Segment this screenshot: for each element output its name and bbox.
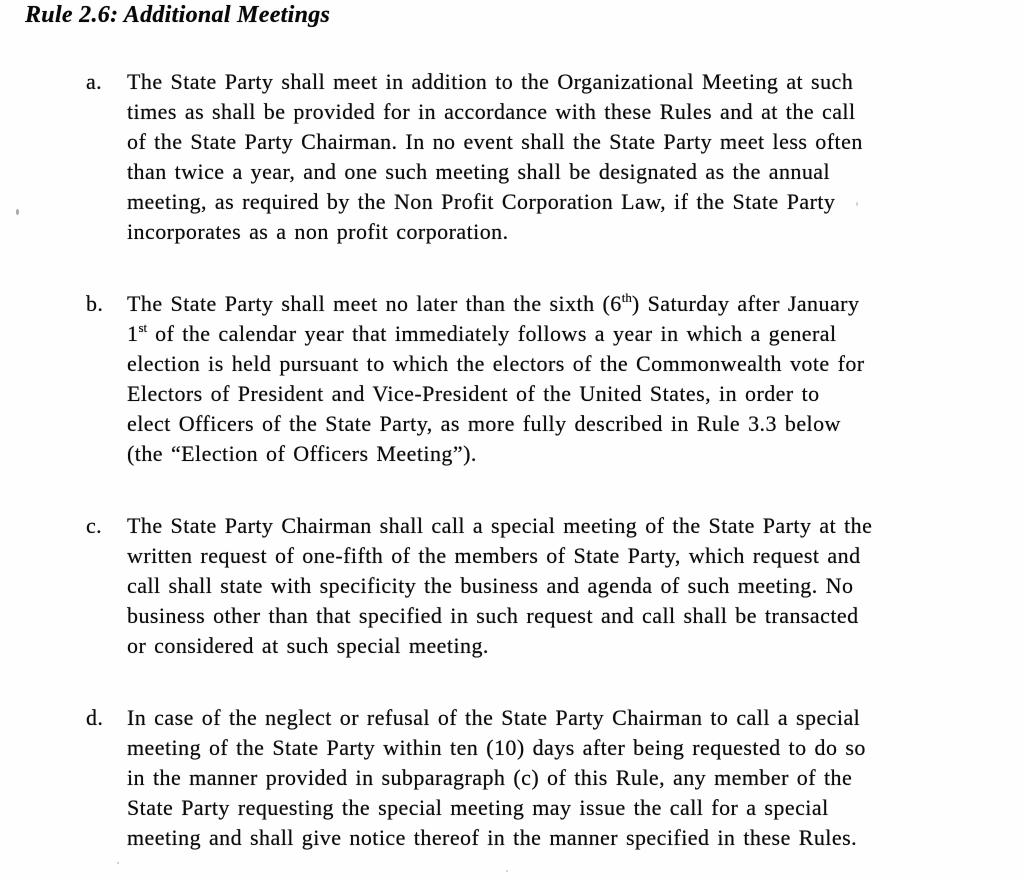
text-line: call shall state with specificity the business and agenda of such meeting. No [127,573,854,598]
text-line: In case of the neglect or refusal of the State Party Chairman to call a special [127,705,861,730]
text-line: times as shall be provided for in accordance with these Rules and at the call [127,99,856,124]
paragraph-text [127,67,987,247]
rule-paragraph [0,289,1024,469]
text-line: 1st of the calendar year that immediately follows a year in which a general [127,319,837,346]
text-line: meeting, as required by the Non Profit Corporation Law, if the State Party [127,189,836,214]
text-line: The State Party shall meet in addition to the Organizational Meeting at such [127,69,854,94]
rule-paragraph [0,703,1024,853]
scan-speck [856,202,858,206]
rule-paragraph [0,511,1024,661]
text-line: The State Party shall meet no later than the sixth (6th) Saturday after January [127,289,860,316]
text-line: meeting of the State Party within ten (10) days after being requested to do so [127,735,866,760]
text-line: in the manner provided in subparagraph (c) of this Rule, any member of the [127,765,853,790]
text-line: written request of one-fifth of the members of State Party, which request and [127,543,861,568]
paragraph-label: b. [86,291,104,316]
paragraph-label: c. [86,513,103,538]
text-line: or considered at such special meeting. [127,633,489,658]
rule-heading: Rule 2.6: Additional Meetings [25,2,331,28]
text-line: The State Party Chairman shall call a special meeting of the State Party at the [127,513,873,538]
text-line: meeting and shall give notice thereof in the manner specified in these Rules. [127,825,858,850]
paragraph-text [127,289,987,469]
text-line: incorporates as a non profit corporation. [127,219,509,244]
rule-paragraph [0,67,1024,247]
scan-speck [506,870,508,872]
text-line: elect Officers of the State Party, as more fully described in Rule 3.3 below [127,411,841,436]
rule-paragraph-list [0,67,1024,880]
scan-speck [117,862,119,864]
text-line: State Party requesting the special meeting may issue the call for a special [127,795,829,820]
text-line: Electors of President and Vice-President of the United States, in order to [127,381,820,406]
text-line: than twice a year, and one such meeting shall be designated as the annual [127,159,831,184]
text-line: election is held pursuant to which the electors of the Commonwealth vote for [127,351,865,376]
paragraph-text [127,703,987,853]
paragraph-label: a. [86,69,103,94]
text-line: business other than that specified in such request and call shall be transacted [127,603,859,628]
paragraph-text [127,511,987,661]
text-line: (the “Election of Officers Meeting”). [127,441,477,466]
text-line: of the State Party Chairman. In no event shall the State Party meet less often [127,129,863,154]
paragraph-label: d. [86,705,104,730]
scan-speck [16,209,19,215]
